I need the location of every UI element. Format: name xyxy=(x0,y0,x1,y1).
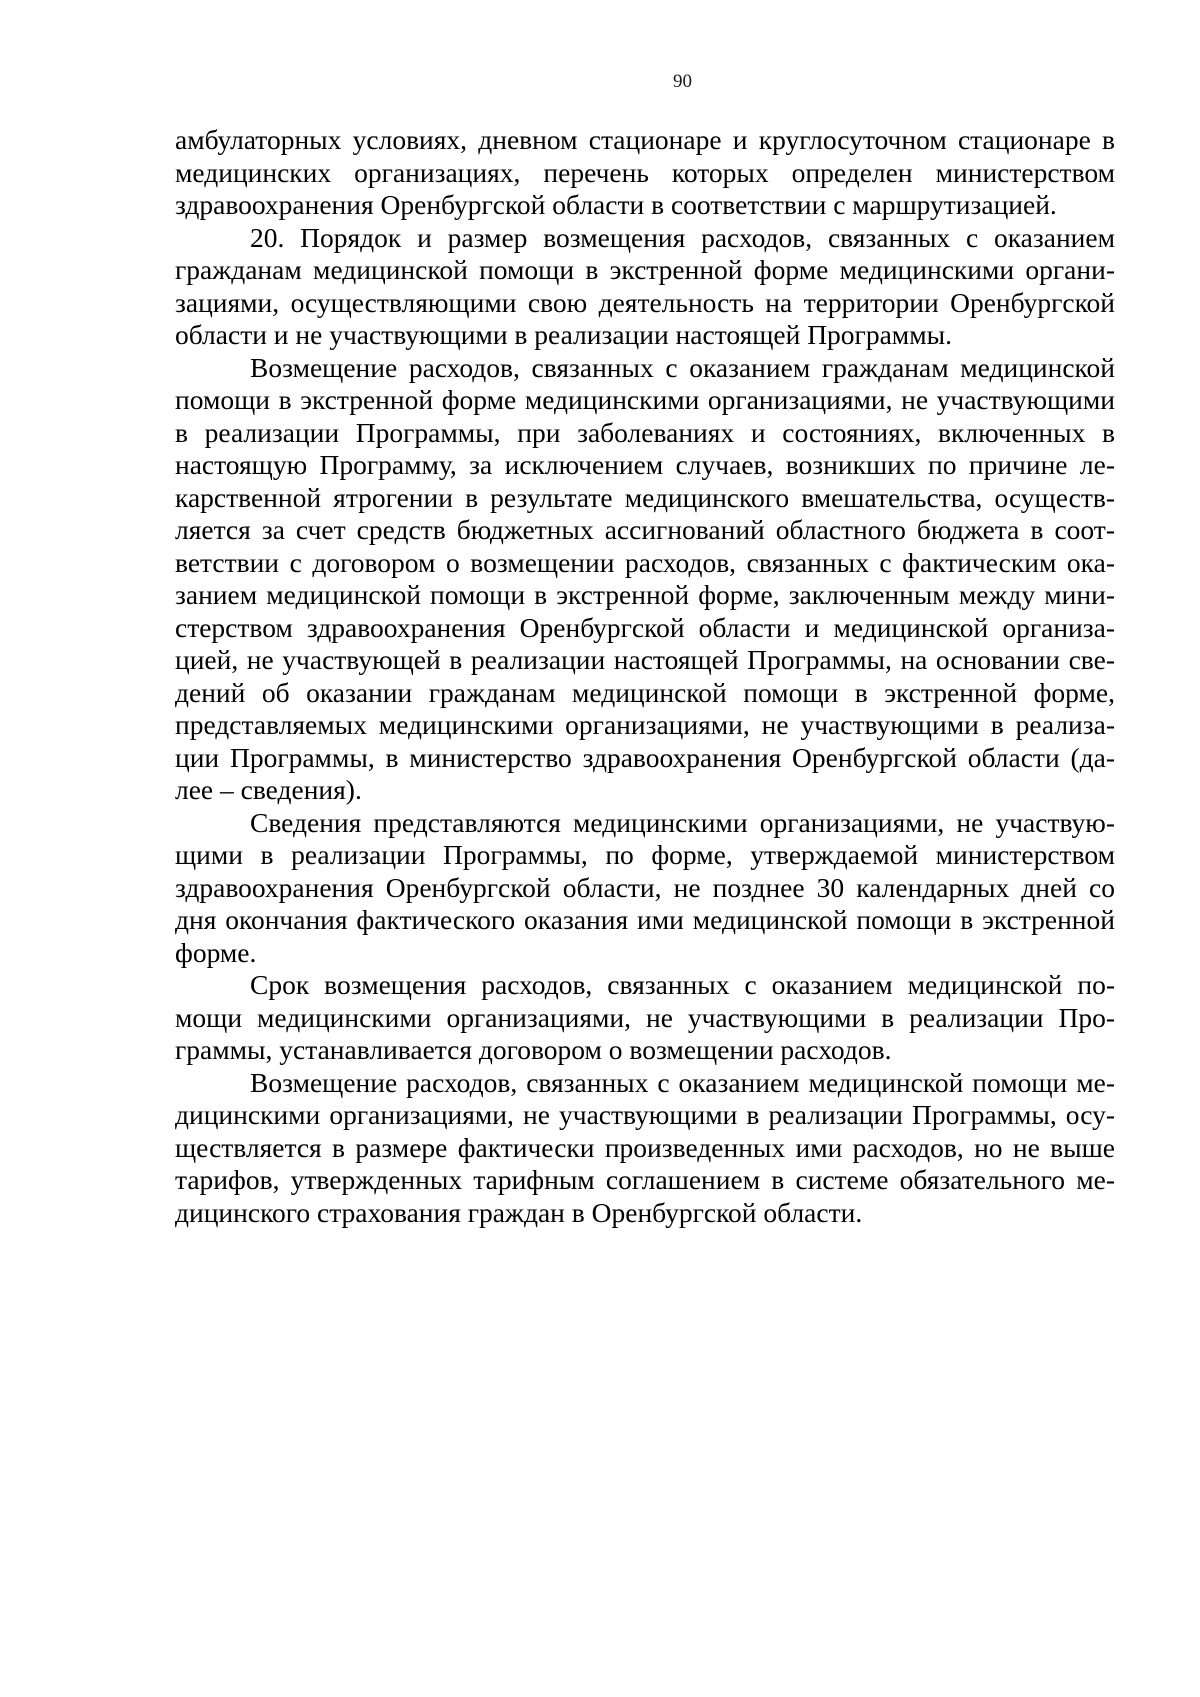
paragraph-reimbursement-amount: Возмещение расходов, связанных с оказанием медицинской помощи медицинскими организациями, не участвующими в реализации Программы, осуществляется в размере фактически произведенных ими расходов, но не выше тарифов, утвержденных тарифным соглашением в системе обязательного медицинского страхования граждан в Оренбургской области. xyxy=(175,1066,1115,1228)
paragraph-reimbursement-term: Срок возмещения расходов, связанных с оказанием медицинской помощи медицинскими организациями, не участвующими в реализации Программы, устанавливается договором о возмещении расходов. xyxy=(175,969,1115,1065)
paragraph-section-20-heading: 20. Порядок и размер возмещения расходов, связанных с оказанием гражданам медицинской помощи в экстренной форме медицинскими организациями, осуществляющими свою деятельность на территории Оренбургской области и не участвующими в реализации настоящей Программы. xyxy=(175,221,1115,350)
paragraph-continuation: амбулаторных условиях, дневном стационаре и круглосуточном стационаре в медицинских организациях, перечень которых определен министерством здравоохранения Оренбургской области в соответствии с маршрутизацией. xyxy=(175,124,1115,220)
paragraph-reimbursement-basis: Возмещение расходов, связанных с оказанием гражданам медицинской помощи в экстренной форме медицинскими организациями, не участвующими в реализации Программы, при заболеваниях и состояниях, включенных в настоящую Программу, за исключением случаев, возникших по причине лекарственной ятрогении в результате медицинского вмешательства, осуществляется за счет средств бюджетных ассигнований областного бюджета в соответствии с договором о возмещении расходов, связанных с фактическим оказанием медицинской помощи в экстренной форме, заключенным между министерством здравоохранения Оренбургской области и медицинской организацией, не участвующей в реализации настоящей Программы, на основании сведений об оказании гражданам медицинской помощи в экстренной форме, представляемых медицинскими организациями, не участвующими в реализации Программы, в министерство здравоохранения Оренбургской области (далее – сведения). xyxy=(175,351,1115,805)
page-number: 90 xyxy=(673,71,692,92)
document-body xyxy=(175,124,1115,1229)
paragraph-information-submission: Сведения представляются медицинскими организациями, не участвующими в реализации Программы, по форме, утверждаемой министерством здравоохранения Оренбургской области, не позднее 30 календарных дней со дня окончания фактического оказания ими медицинской помощи в экстренной форме. xyxy=(175,806,1115,968)
